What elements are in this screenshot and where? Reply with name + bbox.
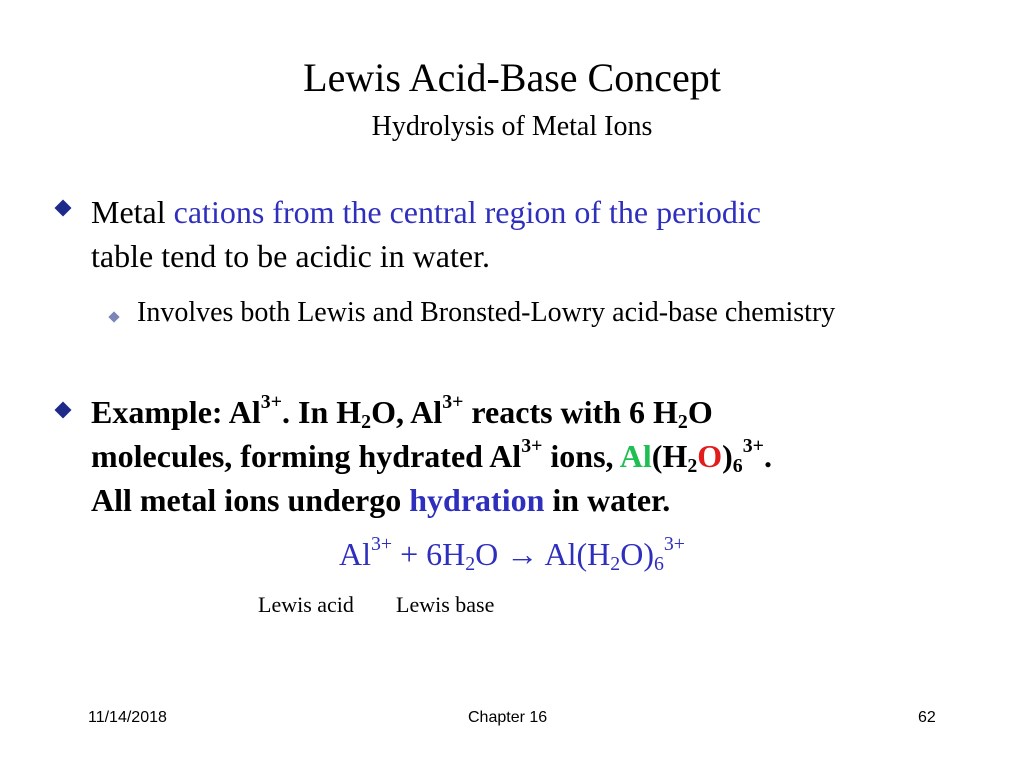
footer-page-number: 62 bbox=[918, 709, 936, 726]
aluminum-symbol: Al bbox=[619, 438, 652, 474]
highlight-text: cations from the central region of the periodic bbox=[173, 194, 761, 230]
bullet-example: Example: $Al^{3+}$. In $H_2O$, $Al^{3+}$ reacts with 6 $H_2O$ molecules, forming hydrated $Al^{3+}$ ions, $Al(H_2O)_6^{3+}$. All metal ions undergo hydration in water. bbox=[91, 391, 772, 518]
bullet-diamond-icon bbox=[55, 402, 72, 419]
bullet-metal-cations: Metal cations from the central region of the periodic table tend to be acidic in water. bbox=[91, 194, 761, 274]
slide-subtitle: Hydrolysis of Metal Ions bbox=[371, 111, 653, 142]
slide-title: Lewis Acid-Base Concept bbox=[303, 55, 721, 100]
oxygen-symbol: O bbox=[697, 438, 723, 474]
lewis-base-label: Lewis base bbox=[396, 592, 495, 617]
hydration-term: hydration bbox=[409, 482, 545, 518]
subbullet-lewis-bronsted: Involves both Lewis and Bronsted-Lowry acid-base chemistry bbox=[137, 297, 836, 328]
reaction-arrow-icon: → bbox=[506, 536, 539, 572]
footer-date: 11/14/2018 bbox=[88, 709, 167, 726]
hydration-equation: $Al^{3+} + 6H_2O \to Al(H_2O)_6^{3+}$ bbox=[338, 533, 685, 575]
lewis-acid-label: Lewis acid bbox=[258, 592, 354, 617]
bullet-diamond-icon bbox=[55, 200, 72, 217]
subbullet-diamond-icon bbox=[108, 311, 119, 322]
footer-chapter: Chapter 16 bbox=[468, 709, 548, 726]
